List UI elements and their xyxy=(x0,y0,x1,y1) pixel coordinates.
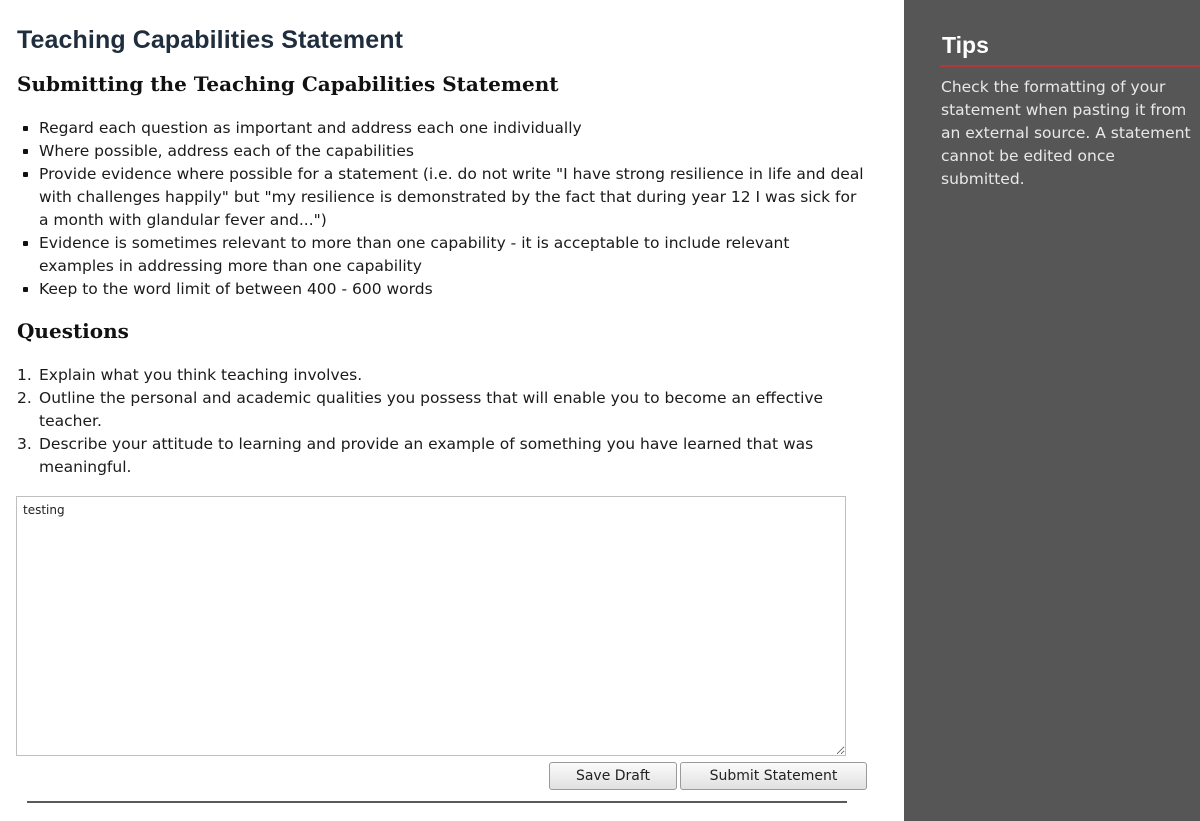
question-text: Describe your attitude to learning and provide an example of something you have learned that was meaningful. xyxy=(39,435,814,476)
guideline-item: Regard each question as important and address each one individually xyxy=(17,117,867,140)
questions-heading: Questions xyxy=(17,319,129,343)
submit-statement-button[interactable]: Submit Statement xyxy=(680,762,867,790)
guideline-item: Keep to the word limit of between 400 - 600 words xyxy=(17,278,867,301)
question-text: Explain what you think teaching involves. xyxy=(39,366,363,384)
questions-list xyxy=(17,364,847,479)
guideline-item: Where possible, address each of the capabilities xyxy=(17,140,867,163)
question-item xyxy=(17,364,847,387)
statement-textarea[interactable] xyxy=(16,496,846,756)
submission-heading: Submitting the Teaching Capabilities Statement xyxy=(17,72,559,96)
question-number: 3. xyxy=(17,435,32,453)
question-number: 1. xyxy=(17,366,32,384)
tips-panel xyxy=(904,0,1200,821)
page-title: Teaching Capabilities Statement xyxy=(17,26,404,54)
save-draft-button[interactable]: Save Draft xyxy=(549,762,677,790)
footer-divider xyxy=(27,801,847,803)
tips-title: Tips xyxy=(942,32,989,58)
question-text: Outline the personal and academic qualities you possess that will enable you to become an effective teacher. xyxy=(39,389,824,430)
question-item xyxy=(17,433,847,479)
guideline-item: Provide evidence where possible for a statement (i.e. do not write "I have strong resilience in life and deal with challenges happily" but "my resilience is demonstrated by the fact that during year 12 I was sick for a month with glandular fever and...") xyxy=(17,163,867,232)
tips-text: Check the formatting of your statement when pasting it from an external source. A statement cannot be edited once submitted. xyxy=(941,78,1191,188)
question-item xyxy=(17,387,847,433)
guidelines-list xyxy=(17,117,867,301)
question-number: 2. xyxy=(17,389,32,407)
tips-divider xyxy=(940,65,1200,67)
guideline-item: Evidence is sometimes relevant to more than one capability - it is acceptable to include relevant examples in addressing more than one capability xyxy=(17,232,867,278)
